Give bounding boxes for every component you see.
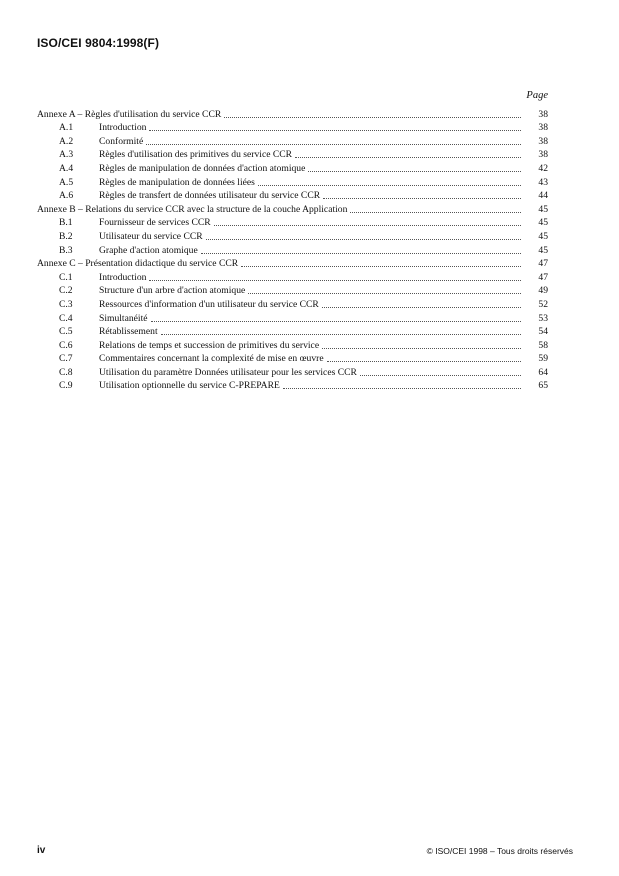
toc-section-entry [37, 134, 548, 148]
toc-entry-number: B.1 [59, 217, 73, 229]
dot-leader [224, 116, 521, 118]
dot-leader [248, 292, 521, 294]
toc-entry-page: 47 [538, 258, 548, 270]
toc-entry-title: Règles de transfert de données utilisateur du service CCR [99, 190, 321, 202]
dot-leader [283, 387, 521, 389]
toc-entry-title: Commentaires concernant la complexité de mise en œuvre [99, 353, 324, 365]
toc-entry-title: Utilisation optionnelle du service C-PREPARE [99, 380, 280, 392]
dot-leader [258, 184, 521, 186]
dot-leader [360, 374, 521, 376]
dot-leader [201, 252, 521, 254]
toc-section-entry [37, 216, 548, 230]
toc-section-entry [37, 352, 548, 366]
toc-entry-number: A.2 [59, 135, 74, 147]
dot-leader [151, 320, 522, 322]
toc-entry-title: Graphe d'action atomique [99, 244, 198, 256]
dot-leader [322, 306, 521, 308]
dot-leader [322, 347, 521, 349]
toc-annex-entry [37, 202, 548, 216]
toc-entry-page: 58 [538, 339, 548, 351]
toc-entry-number: C.3 [59, 298, 73, 310]
toc-entry-page: 45 [538, 203, 548, 215]
toc-section-entry [37, 175, 548, 189]
toc-section-entry [37, 379, 548, 393]
toc-annex-entry [37, 107, 548, 121]
toc-entry-number: C.7 [59, 353, 73, 365]
dot-leader [350, 211, 521, 213]
toc-entry-page: 44 [538, 190, 548, 202]
toc-entry-title: Introduction [99, 271, 147, 283]
toc-entry-page: 49 [538, 285, 548, 297]
dot-leader [308, 170, 521, 172]
toc-entry-title: Annexe A – Règles d'utilisation du service CCR [37, 108, 222, 120]
toc-entry-title: Relations de temps et succession de primitives du service [99, 339, 320, 351]
toc-section-entry [37, 311, 548, 325]
toc-entry-title: Structure d'un arbre d'action atomique [99, 285, 246, 297]
toc-entry-page: 38 [538, 149, 548, 161]
toc-section-entry [37, 243, 548, 257]
toc-entry-page: 47 [538, 271, 548, 283]
toc-entry-page: 64 [538, 366, 548, 378]
toc-entry-page: 59 [538, 353, 548, 365]
toc-entry-title: Annexe C – Présentation didactique du service CCR [37, 258, 239, 270]
toc-entry-number: A.6 [59, 190, 74, 202]
copyright-notice: © ISO/CEI 1998 – Tous droits réservés [426, 846, 573, 856]
toc-section-entry [37, 189, 548, 203]
toc-entry-title: Annexe B – Relations du service CCR avec la structure de la couche Application [37, 203, 348, 215]
toc-section-entry [37, 148, 548, 162]
dot-leader [323, 197, 521, 199]
table-of-contents [37, 107, 548, 392]
toc-entry-page: 52 [538, 298, 548, 310]
toc-entry-page: 43 [538, 176, 548, 188]
toc-entry-page: 45 [538, 244, 548, 256]
toc-entry-number: B.3 [59, 244, 73, 256]
toc-entry-page: 54 [538, 326, 548, 338]
page-number: iv [37, 845, 46, 856]
toc-entry-page: 38 [538, 122, 548, 134]
toc-entry-page: 38 [538, 135, 548, 147]
dot-leader [161, 333, 521, 335]
toc-section-entry [37, 270, 548, 284]
toc-entry-number: A.3 [59, 149, 74, 161]
toc-entry-title: Fournisseur de services CCR [99, 217, 211, 229]
toc-entry-page: 38 [538, 108, 548, 120]
toc-entry-page: 53 [538, 312, 548, 324]
toc-entry-number: C.9 [59, 380, 73, 392]
toc-entry-title: Ressources d'information d'un utilisateur du service CCR [99, 298, 319, 310]
toc-section-entry [37, 229, 548, 243]
dot-leader [146, 143, 521, 145]
toc-entry-number: C.8 [59, 366, 73, 378]
toc-entry-page: 45 [538, 230, 548, 242]
toc-entry-title: Règles d'utilisation des primitives du service CCR [99, 149, 293, 161]
toc-section-entry [37, 325, 548, 339]
toc-section-entry [37, 365, 548, 379]
toc-entry-number: C.6 [59, 339, 73, 351]
toc-section-entry [37, 338, 548, 352]
toc-entry-title: Introduction [99, 122, 147, 134]
toc-section-entry [37, 121, 548, 135]
toc-entry-page: 45 [538, 217, 548, 229]
dot-leader [327, 360, 521, 362]
toc-entry-number: A.4 [59, 162, 74, 174]
toc-section-entry [37, 161, 548, 175]
toc-section-entry [37, 297, 548, 311]
toc-entry-number: A.5 [59, 176, 74, 188]
toc-entry-title: Règles de manipulation de données liées [99, 176, 255, 188]
toc-entry-title: Simultanéité [99, 312, 148, 324]
document-identifier: ISO/CEI 9804:1998(F) [37, 36, 160, 50]
toc-entry-title: Conformité [99, 135, 144, 147]
dot-leader [149, 129, 521, 131]
toc-entry-number: C.5 [59, 326, 73, 338]
toc-entry-number: C.4 [59, 312, 73, 324]
toc-entry-number: C.1 [59, 271, 73, 283]
dot-leader [206, 238, 521, 240]
toc-entry-number: C.2 [59, 285, 73, 297]
toc-entry-title: Utilisation du paramètre Données utilisateur pour les services CCR [99, 366, 357, 378]
toc-entry-page: 65 [538, 380, 548, 392]
dot-leader [149, 279, 521, 281]
toc-entry-number: A.1 [59, 122, 74, 134]
toc-entry-number: B.2 [59, 230, 73, 242]
dot-leader [295, 156, 521, 158]
toc-entry-title: Utilisateur du service CCR [99, 230, 203, 242]
toc-annex-entry [37, 257, 548, 271]
toc-entry-page: 42 [538, 162, 548, 174]
toc-entry-title: Règles de manipulation de données d'action atomique [99, 162, 306, 174]
toc-section-entry [37, 284, 548, 298]
toc-entry-title: Rétablissement [99, 326, 158, 338]
dot-leader [214, 224, 521, 226]
page-column-label: Page [526, 90, 548, 101]
dot-leader [241, 265, 521, 267]
